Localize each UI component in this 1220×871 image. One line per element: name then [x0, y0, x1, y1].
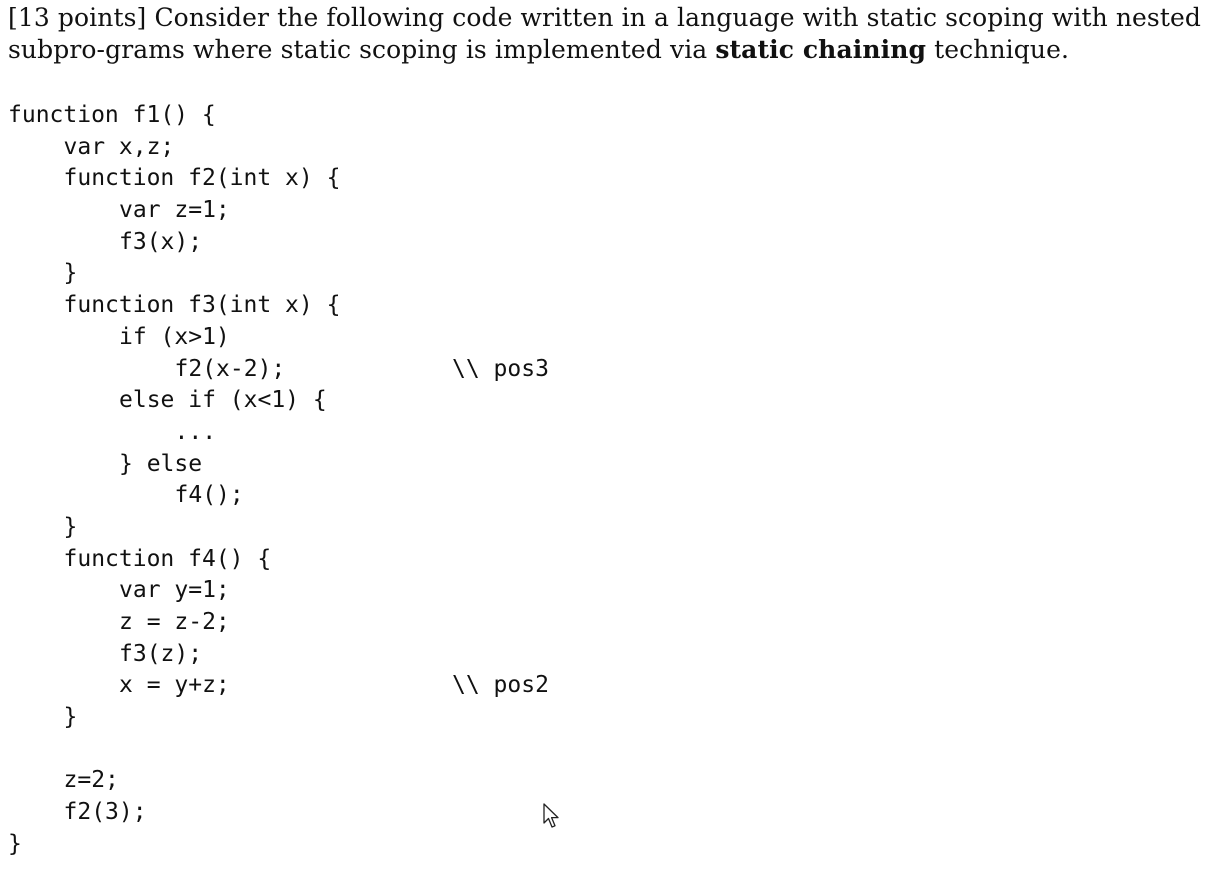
- code-text: f4();: [174, 482, 244, 509]
- mouse-pointer-icon: [543, 803, 561, 829]
- code-line: [8, 797, 1208, 829]
- code-text: }: [63, 513, 78, 540]
- code-line: [8, 385, 1208, 417]
- code-line: [8, 702, 1208, 734]
- code-text: ...: [174, 418, 217, 445]
- code-text: z=2;: [63, 767, 119, 794]
- code-text: var x,z;: [63, 133, 175, 160]
- code-text: function f4() {: [63, 545, 272, 572]
- code-line: [8, 290, 1208, 322]
- code-line: [8, 163, 1208, 195]
- code-line: [8, 575, 1208, 607]
- code-text: }: [8, 830, 22, 857]
- code-text: function f3(int x) {: [63, 292, 341, 319]
- code-line: [8, 480, 1208, 512]
- code-line: [8, 449, 1208, 481]
- code-text: f3(z);: [119, 640, 203, 667]
- code-line: [8, 132, 1208, 164]
- code-line: [8, 227, 1208, 259]
- code-text: function f2(int x) {: [63, 165, 341, 192]
- question-text: [8, 2, 1208, 66]
- code-text: }: [63, 704, 78, 731]
- code-line: [8, 670, 1208, 702]
- code-text: z = z-2;: [119, 609, 230, 635]
- code-text: f3(x);: [119, 228, 203, 255]
- question-suffix: technique.: [926, 35, 1070, 64]
- code-text: var z=1;: [119, 197, 230, 224]
- code-text: f2(3);: [63, 799, 147, 826]
- code-line: [8, 544, 1208, 576]
- code-text: } else: [119, 450, 203, 477]
- code-line: [8, 417, 1208, 449]
- code-line: [8, 258, 1208, 290]
- code-comment: \\ pos3: [452, 355, 549, 382]
- code-text: function f1() {: [8, 102, 216, 128]
- code-line: [8, 100, 1208, 132]
- code-text: x = y+z;: [119, 672, 230, 699]
- code-text: }: [63, 260, 78, 287]
- code-line: [8, 765, 1208, 797]
- code-text: f2(x-2);: [174, 355, 286, 382]
- code-text: var y=1;: [119, 577, 230, 604]
- code-text: if (x>1): [119, 323, 230, 350]
- code-listing: [8, 100, 1208, 861]
- code-line: [8, 829, 1208, 861]
- code-line: [8, 607, 1208, 639]
- code-line: [8, 354, 1208, 386]
- code-line: [8, 322, 1208, 354]
- question-emphasis: static chaining: [715, 35, 927, 64]
- code-text: else if (x<1) {: [119, 387, 327, 414]
- code-line: [8, 512, 1208, 544]
- code-comment: \\ pos2: [452, 672, 549, 699]
- code-line: [8, 195, 1208, 227]
- code-line: [8, 639, 1208, 671]
- code-line: [8, 734, 1208, 766]
- question-prefix: [13 points] Consider the following code written in a language with static scoping with nested subpro-grams where static scoping is implemented via: [8, 3, 1202, 64]
